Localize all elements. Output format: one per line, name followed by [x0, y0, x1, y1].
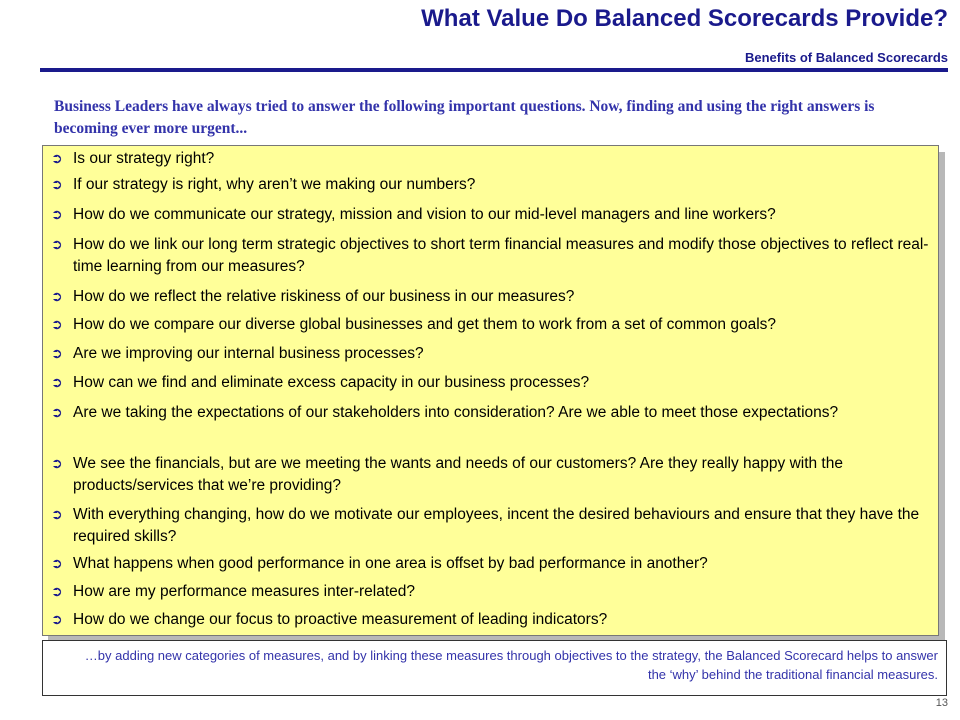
right-arrow-icon: ➲: [51, 456, 63, 472]
question-item: [51, 314, 929, 336]
question-text: If our strategy is right, why aren’t we making our numbers?: [73, 176, 476, 193]
question-item: [51, 402, 929, 424]
question-text: What happens when good performance in one area is offset by bad performance in another?: [73, 555, 708, 572]
right-arrow-icon: ➲: [51, 556, 63, 572]
question-item: [51, 234, 929, 278]
intro-text: Business Leaders have always tried to answer the following important questions. Now, finding and using the right answers is becoming ever more urgent...: [54, 98, 875, 137]
question-text: How do we compare our diverse global businesses and get them to work from a set of common goals?: [73, 316, 777, 333]
right-arrow-icon: ➲: [51, 317, 63, 333]
right-arrow-icon: ➲: [51, 375, 63, 391]
question-item: [51, 553, 929, 575]
right-arrow-icon: ➲: [51, 151, 63, 167]
right-arrow-icon: ➲: [51, 207, 63, 223]
question-text: Are we improving our internal business processes?: [73, 345, 424, 362]
summary-text: …by adding new categories of measures, and by linking these measures through objectives to the strategy, the Balanced Scorecard helps to answer the ‘why’ behind the traditional financial measures.: [84, 648, 938, 682]
question-item: [51, 609, 929, 631]
question-text: How do we communicate our strategy, mission and vision to our mid-level managers and line workers?: [73, 206, 776, 223]
question-item: [51, 372, 929, 394]
questions-panel: [42, 145, 939, 636]
question-item: [51, 343, 929, 365]
question-text: We see the financials, but are we meeting the wants and needs of our customers? Are they really happy with the products/services that we’re providing?: [73, 455, 843, 494]
right-arrow-icon: ➲: [51, 405, 63, 421]
question-text: How do we change our focus to proactive measurement of leading indicators?: [73, 611, 608, 628]
right-arrow-icon: ➲: [51, 237, 63, 253]
question-text: Is our strategy right?: [73, 150, 215, 167]
right-arrow-icon: ➲: [51, 612, 63, 628]
question-item: [51, 204, 929, 226]
question-item: [51, 148, 929, 170]
right-arrow-icon: ➲: [51, 346, 63, 362]
question-item: [51, 174, 929, 196]
question-item: [51, 286, 929, 308]
summary-box: [42, 640, 947, 696]
question-text: Are we taking the expectations of our stakeholders into consideration? Are we able to meet those expectations?: [73, 404, 839, 421]
question-text: How can we find and eliminate excess capacity in our business processes?: [73, 374, 590, 391]
page-number: 13: [935, 697, 948, 709]
slide-subtitle: Benefits of Balanced Scorecards: [744, 50, 948, 65]
right-arrow-icon: ➲: [51, 177, 63, 193]
question-item: [51, 504, 929, 548]
question-text: How are my performance measures inter-related?: [73, 583, 415, 600]
question-text: How do we link our long term strategic objectives to short term financial measures and modify those objectives to reflect real-time learning from our measures?: [73, 236, 929, 275]
slide-title: What Value Do Balanced Scorecards Provide?: [421, 5, 948, 32]
question-item: [51, 453, 929, 497]
right-arrow-icon: ➲: [51, 507, 63, 523]
right-arrow-icon: ➲: [51, 289, 63, 305]
title-divider: [40, 68, 948, 72]
right-arrow-icon: ➲: [51, 584, 63, 600]
question-item: [51, 581, 929, 603]
question-text: With everything changing, how do we motivate our employees, incent the desired behaviours and ensure that they have the required skills?: [73, 506, 920, 545]
question-text: How do we reflect the relative riskiness of our business in our measures?: [73, 288, 575, 305]
